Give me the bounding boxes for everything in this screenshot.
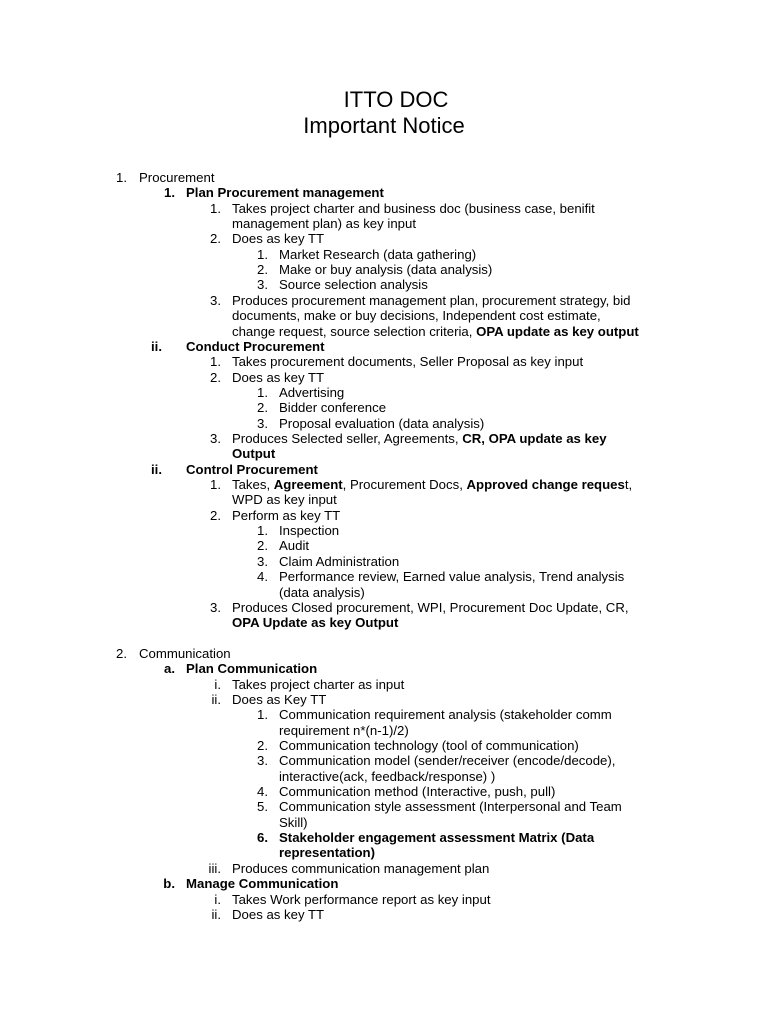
text-run: Does as Key TT: [232, 691, 327, 707]
line-text: [232, 231, 324, 246]
text-run: Does as key TT: [232, 906, 325, 922]
line-text: [279, 385, 344, 400]
line-text: [232, 216, 416, 231]
line-text: [279, 845, 375, 860]
list-marker: 2.: [210, 507, 221, 523]
text-run: Takes Work performance report as key input: [232, 891, 491, 907]
list-marker: 3.: [257, 277, 268, 293]
line-text: [186, 339, 324, 354]
text-run: Claim Administration: [279, 553, 400, 569]
text-run: Produces Selected seller, Agreements,: [232, 431, 463, 446]
list-marker: 6.: [257, 830, 268, 846]
line-text: [186, 462, 318, 477]
list-marker: 2.: [210, 369, 221, 385]
text-run: documents, make or buy decisions, Independent cost estimate,: [232, 308, 601, 324]
text-run: Communication requirement analysis (stakeholder comm: [279, 707, 612, 723]
list-marker: ii.: [151, 461, 162, 477]
list-marker: ii.: [211, 691, 221, 707]
bold-text-run: Plan Procurement management: [186, 185, 384, 201]
list-marker: 2.: [210, 231, 221, 247]
line-text: [232, 201, 595, 216]
text-run: t,: [624, 477, 633, 492]
line-text: [279, 799, 622, 814]
bold-text-run: OPA update as key output: [476, 323, 639, 339]
bold-text-run: representation): [279, 845, 375, 861]
text-run: Takes project charter as input: [232, 676, 405, 692]
list-marker: 2.: [257, 738, 268, 753]
list-marker: ii.: [151, 338, 162, 354]
bold-text-run: Conduct Procurement: [186, 338, 325, 354]
document-title: ITTO DOC: [343, 87, 449, 112]
text-run: Takes,: [232, 477, 274, 492]
list-marker: 1.: [116, 170, 127, 185]
list-marker: 1.: [210, 200, 221, 216]
line-text: [232, 692, 326, 707]
document-subtitle: Important Notice: [303, 113, 465, 138]
text-run: Communication style assessment (Interpersonal and Team: [279, 799, 622, 815]
text-run: Source selection analysis: [279, 277, 428, 293]
bold-text-run: Plan Communication: [186, 661, 318, 677]
list-marker: 4.: [257, 569, 268, 585]
bold-text-run: Approved change reques: [466, 477, 625, 492]
text-run: , Procurement Docs,: [342, 477, 467, 492]
line-text: [279, 569, 624, 584]
bold-text-run: Output: [232, 446, 276, 462]
text-run: Communication technology (tool of communication): [279, 738, 579, 753]
line-text: [279, 723, 409, 738]
list-marker: 3.: [257, 753, 268, 769]
text-run: WPD as key input: [232, 492, 337, 508]
line-text: [232, 446, 275, 461]
list-marker: 2.: [116, 645, 127, 661]
list-marker: 2.: [257, 262, 268, 278]
text-run: change request, source selection criteria,: [232, 323, 477, 339]
line-text: [232, 324, 639, 339]
list-marker: 1.: [257, 246, 268, 262]
line-text: [279, 738, 579, 753]
line-text: [232, 492, 337, 507]
list-marker: 3.: [210, 292, 221, 308]
line-text: [279, 830, 594, 845]
line-text: [279, 262, 492, 277]
line-text: [232, 861, 489, 876]
line-text: [279, 554, 399, 569]
line-text: [279, 753, 615, 768]
text-run: Takes procurement documents, Seller Proposal as key input: [232, 354, 584, 370]
line-text: [139, 646, 231, 661]
list-marker: 2.: [257, 538, 268, 554]
text-run: Communication: [139, 645, 231, 661]
text-run: Audit: [279, 538, 310, 554]
line-text: [279, 815, 308, 830]
line-text: [232, 477, 632, 492]
line-text: [232, 431, 607, 446]
text-run: (data analysis): [279, 584, 365, 600]
text-run: Produces Closed procurement, WPI, Procurement Doc Update, CR,: [232, 599, 629, 615]
text-run: Takes project charter and business doc (business case, benifit: [232, 200, 595, 216]
line-text: [279, 538, 309, 553]
line-text: [186, 661, 317, 676]
line-text: [232, 600, 629, 615]
line-text: [232, 293, 631, 308]
list-marker: 5.: [257, 799, 268, 815]
list-marker: a.: [164, 661, 175, 677]
bold-text-run: Agreement: [273, 477, 343, 492]
text-run: interactive(ack, feedback/response) ): [279, 768, 496, 784]
list-marker: 3.: [257, 553, 268, 569]
text-run: Performance review, Earned value analysis, Trend analysis: [279, 569, 625, 585]
bold-text-run: CR, OPA update as key: [462, 431, 607, 446]
line-text: [279, 523, 339, 538]
text-run: Skill): [279, 814, 308, 830]
bold-text-run: Control Procurement: [186, 461, 318, 477]
list-marker: 1.: [210, 477, 221, 492]
text-run: Produces procurement management plan, procurement strategy, bid: [232, 292, 631, 308]
list-marker: 1.: [257, 384, 268, 400]
text-run: Market Research (data gathering): [279, 246, 477, 262]
line-text: [232, 370, 324, 385]
list-marker: 4.: [257, 784, 268, 799]
bold-text-run: Manage Communication: [186, 876, 339, 892]
line-text: [279, 784, 555, 799]
bold-text-run: OPA Update as key Output: [232, 615, 399, 631]
line-text: [279, 277, 428, 292]
text-run: Does as key TT: [232, 369, 325, 385]
list-marker: 3.: [210, 431, 221, 446]
line-text: [232, 615, 398, 630]
list-marker: 1.: [257, 523, 268, 539]
line-text: [232, 508, 340, 523]
list-marker: i.: [214, 891, 221, 907]
list-marker: i.: [214, 676, 221, 692]
line-text: [232, 354, 583, 369]
text-run: Communication model (sender/receiver (encode/decode),: [279, 753, 616, 769]
list-marker: 3.: [210, 599, 221, 615]
text-run: Bidder conference: [279, 400, 387, 416]
text-run: requirement n*(n-1)/2): [279, 722, 409, 738]
list-marker: 1.: [210, 354, 221, 370]
line-text: [279, 400, 386, 415]
line-text: [232, 907, 324, 922]
list-marker: iii.: [208, 860, 221, 876]
list-marker: ii.: [211, 906, 221, 922]
line-text: [139, 170, 215, 185]
text-run: Perform as key TT: [232, 507, 341, 523]
text-run: Procurement: [139, 170, 215, 185]
line-text: [186, 876, 338, 891]
line-text: [232, 892, 491, 907]
line-text: [232, 308, 601, 323]
text-run: Communication method (Interactive, push, pull): [279, 784, 556, 799]
line-text: [279, 416, 484, 431]
line-text: [232, 677, 404, 692]
list-marker: 3.: [257, 415, 268, 431]
list-marker: b.: [163, 876, 175, 892]
text-run: Advertising: [279, 384, 345, 400]
line-text: [279, 769, 495, 784]
text-run: Produces communication management plan: [232, 860, 490, 876]
text-run: Proposal evaluation (data analysis): [279, 415, 485, 431]
line-text: [279, 707, 612, 722]
bold-text-run: Stakeholder engagement assessment Matrix (Data: [279, 830, 595, 846]
text-run: Make or buy analysis (data analysis): [279, 262, 493, 278]
list-marker: 1.: [164, 185, 175, 201]
text-run: Does as key TT: [232, 231, 325, 247]
line-text: [186, 185, 384, 200]
line-text: [279, 585, 365, 600]
line-text: [279, 247, 476, 262]
list-marker: 1.: [257, 707, 268, 723]
text-run: management plan) as key input: [232, 216, 417, 231]
text-run: Inspection: [279, 523, 340, 539]
list-marker: 2.: [257, 400, 268, 416]
